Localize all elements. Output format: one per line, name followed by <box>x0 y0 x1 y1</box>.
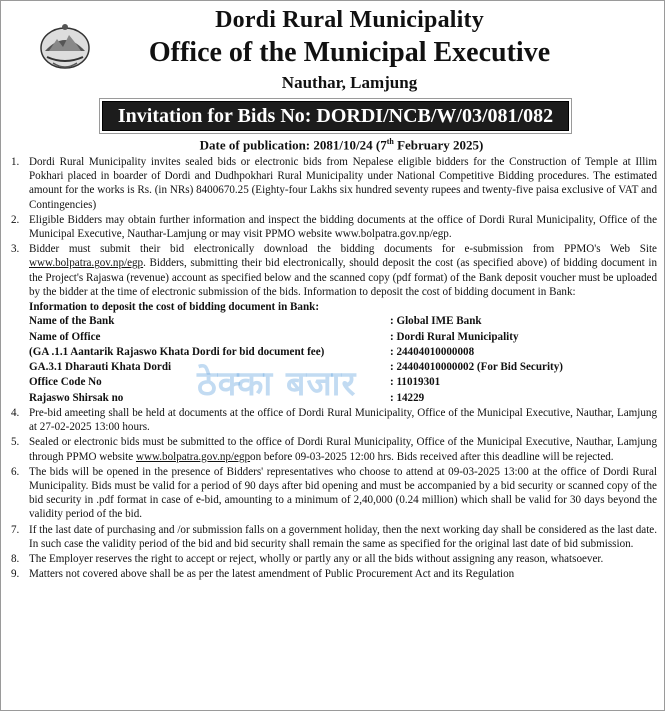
municipality-name: Dordi Rural Municipality <box>215 7 484 33</box>
notice-item-7: 7. If the last date of purchasing and /or submission falls on a government holiday, then the next working day shall be considered as the last date. In such case the validity period of the bid and bid security shall remain the same as specified for the original last date of bid submission. <box>11 523 657 550</box>
notice-item-8: 8. The Employer reserves the right to accept or reject, wholly or partly any or all the bids without assigning any reason, whatsoever. <box>11 553 604 566</box>
notice-item-9: 9. Matters not covered above shall be as per the latest amendment of Public Procurement Act and its Regulation <box>11 568 515 581</box>
notice-item-6: 6. The bids will be opened in the presence of Bidders' representatives who choose to attend at 09-03-2025 13:00 at the office of Dordi Rural Municipality. Bids must be valid for a period of 90 days after bid opening and must be accompanied by a bid security or scanned copy of the bid security in .pdf format in case of e-bid, amounting to a minimum of 2,40,000 (0.24 million) which shall be valid for 30 days beyond the validity period of the bid. <box>11 465 657 521</box>
bank-info-heading: Information to deposit the cost of bidding document in Bank: <box>29 301 320 314</box>
bank-row: (GA .1.1 Aantarik Rajaswo Khata Dordi for bid document fee) : 24404010000008 <box>29 345 475 358</box>
watermark: ठेक्का बजार <box>197 364 357 404</box>
office-location: Nauthar, Lamjung <box>281 73 418 92</box>
ppmo-link[interactable]: www.bolpatra.gov.np/egp <box>135 450 251 463</box>
ppmo-link[interactable]: www.bolpatra.gov.np/egp <box>29 257 144 270</box>
notice-item-3: 3. Bidder must submit their bid electronically download the bidding documents for e-submission from PPMO's Web Site www.bolpatra.gov.np/egp. Bidders, submitting their bid electronically, should deposit the cost (as specified above) of bidding document in the Project's Rajaswa (revenue) account as specified below and the scanned copy (pdf format) of the Bank deposit voucher must be uploaded by the bidder at the time of electronic submission of the bids. Information to deposit the cost of bidding document in Bank: <box>11 243 657 298</box>
notice-item-5: 5. Sealed or electronic bids must be submitted to the office of Dordi Rural Municipality, Office of the Municipal Executive, Nauthar, Lamjung through PPMO website www.bolpatra.gov.np/egpon before 09-03-2025 12:00 hrs. Bids received after this deadline will be rejected. <box>11 436 657 463</box>
bank-row: Name of the Bank : Global IME Bank <box>29 315 482 328</box>
notice-item-1: 1. Dordi Rural Municipality invites sealed bids or electronic bids from Nepalese eligible bidders for the Construction of Temple at Illim Pokhari placed in boarder of Dordi and Dudhpokhari Rural Municipality under National Competitive Bidding procedures. The estimated amount for the works is Rs. (in NRs) 8400670.25 (Eighty-four Lakhs six hundred seventy rupees and twenty-five paisa exclusive of VAT and Contingencies) <box>11 156 657 211</box>
bank-row: Rajaswo Shirsak no : 14229 <box>29 391 425 404</box>
bid-title-banner: Invitation for Bids No: DORDI/NCB/W/03/081/082 <box>102 101 569 131</box>
bank-row: Name of Office : Dordi Rural Municipality <box>29 330 519 343</box>
bank-row: GA.3.1 Dharauti Khata Dordi : 24404010000002 (For Bid Security) <box>29 361 563 374</box>
notice-item-2: 2. Eligible Bidders may obtain further information and inspect the bidding documents at the office of Dordi Rural Municipality, Office of the Municipal Executive, Nauthar-Lamjung or may visit PPMO website www.bolpatra.gov.np/egp. <box>11 213 657 241</box>
publication-date: Date of publication: 2081/10/24 (7th February 2025) <box>199 137 484 153</box>
office-title: Office of the Municipal Executive <box>148 37 551 68</box>
bank-row: Office Code No : 11019301 <box>29 376 441 389</box>
notice-item-4: 4. Pre-bid ameeting shall be held at documents at the office of Dordi Rural Municipality, Office of the Municipal Executive, Nauthar, Lamjung at 27-02-2025 13:00 hours. <box>11 407 657 434</box>
notice-body <box>9 155 657 582</box>
